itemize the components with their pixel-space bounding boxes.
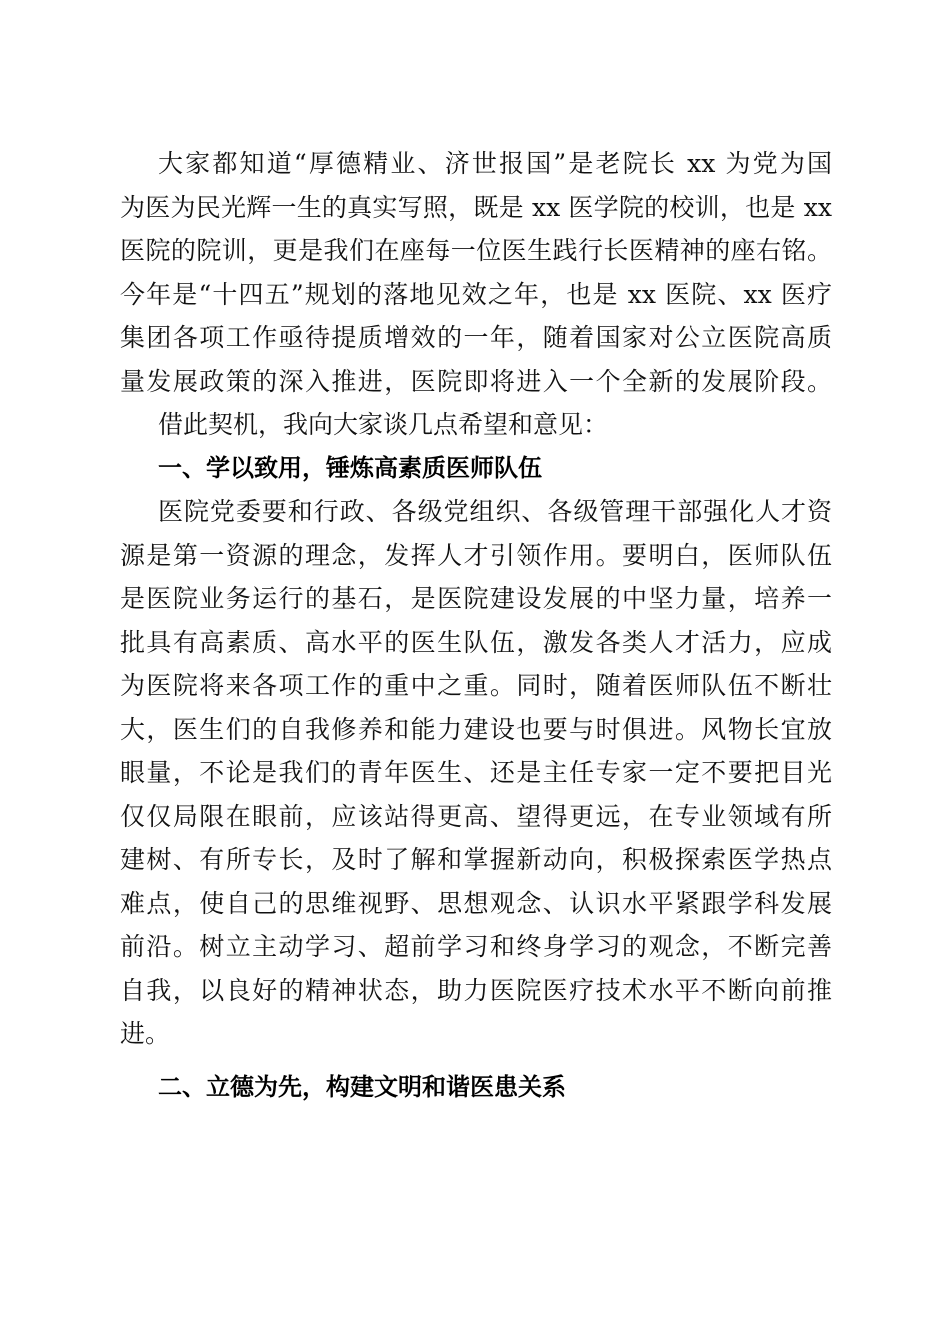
paragraph-line: 仅仅局限在眼前，应该站得更高、望得更远，在专业领域有所 <box>120 801 832 831</box>
paragraph-line: 大，医生们的自我修养和能力建设也要与时俱进。风物长宜放 <box>120 714 832 744</box>
paragraph-line: 医院党委要和行政、各级党组织、各级管理干部强化人才资 <box>158 497 832 526</box>
paragraph-line: 批具有高素质、高水平的医生队伍，激发各类人才活力，应成 <box>120 627 832 657</box>
paragraph-line: 眼量，不论是我们的青年医生、还是主任专家一定不要把目光 <box>120 758 832 787</box>
paragraph-line: 进。 <box>120 1019 171 1048</box>
paragraph-section-1 <box>120 490 832 1056</box>
paragraph-line: 建树、有所专长，及时了解和掌握新动向，积极探索医学热点 <box>120 845 832 874</box>
paragraph-line: 医院的院训，更是我们在座每一位医生践行长医精神的座右铭。 <box>120 236 832 265</box>
paragraph-line: 集团各项工作亟待提质增效的一年，随着国家对公立医院高质 <box>120 323 832 352</box>
paragraph-intro <box>120 142 832 403</box>
paragraph-line: 难点，使自己的思维视野、思想观念、认识水平紧跟学科发展 <box>120 888 832 918</box>
paragraph-line: 前沿。树立主动学习、超前学习和终身学习的观念，不断完善 <box>120 932 832 961</box>
paragraph-line: 为医为民光辉一生的真实写照，既是 xx 医学院的校训，也是 xx <box>120 192 832 222</box>
paragraph-line: 量发展政策的深入推进，医院即将进入一个全新的发展阶段。 <box>120 366 832 396</box>
paragraph-line: 大家都知道“厚德精业、济世报国”是老院长 xx 为党为国 <box>158 149 832 178</box>
paragraph-transition: 借此契机，我向大家谈几点希望和意见： <box>158 410 609 439</box>
section-heading-2: 二、立德为先，构建文明和谐医患关系 <box>158 1072 566 1101</box>
paragraph-line: 自我，以良好的精神状态，助力医院医疗技术水平不断向前推 <box>120 975 832 1005</box>
paragraph-line: 为医院将来各项工作的重中之重。同时，随着医师队伍不断壮 <box>120 671 832 700</box>
section-heading-1: 一、学以致用，锤炼高素质医师队伍 <box>158 453 542 482</box>
paragraph-line: 是医院业务运行的基石，是医院建设发展的中坚力量，培养一 <box>120 584 832 613</box>
paragraph-gap <box>120 1056 832 1066</box>
paragraph-line: 今年是“十四五”规划的落地见效之年，也是 xx 医院、xx 医疗 <box>120 279 832 309</box>
document-body <box>120 142 832 1109</box>
paragraph-line: 源是第一资源的理念，发挥人才引领作用。要明白，医师队伍 <box>120 540 832 570</box>
